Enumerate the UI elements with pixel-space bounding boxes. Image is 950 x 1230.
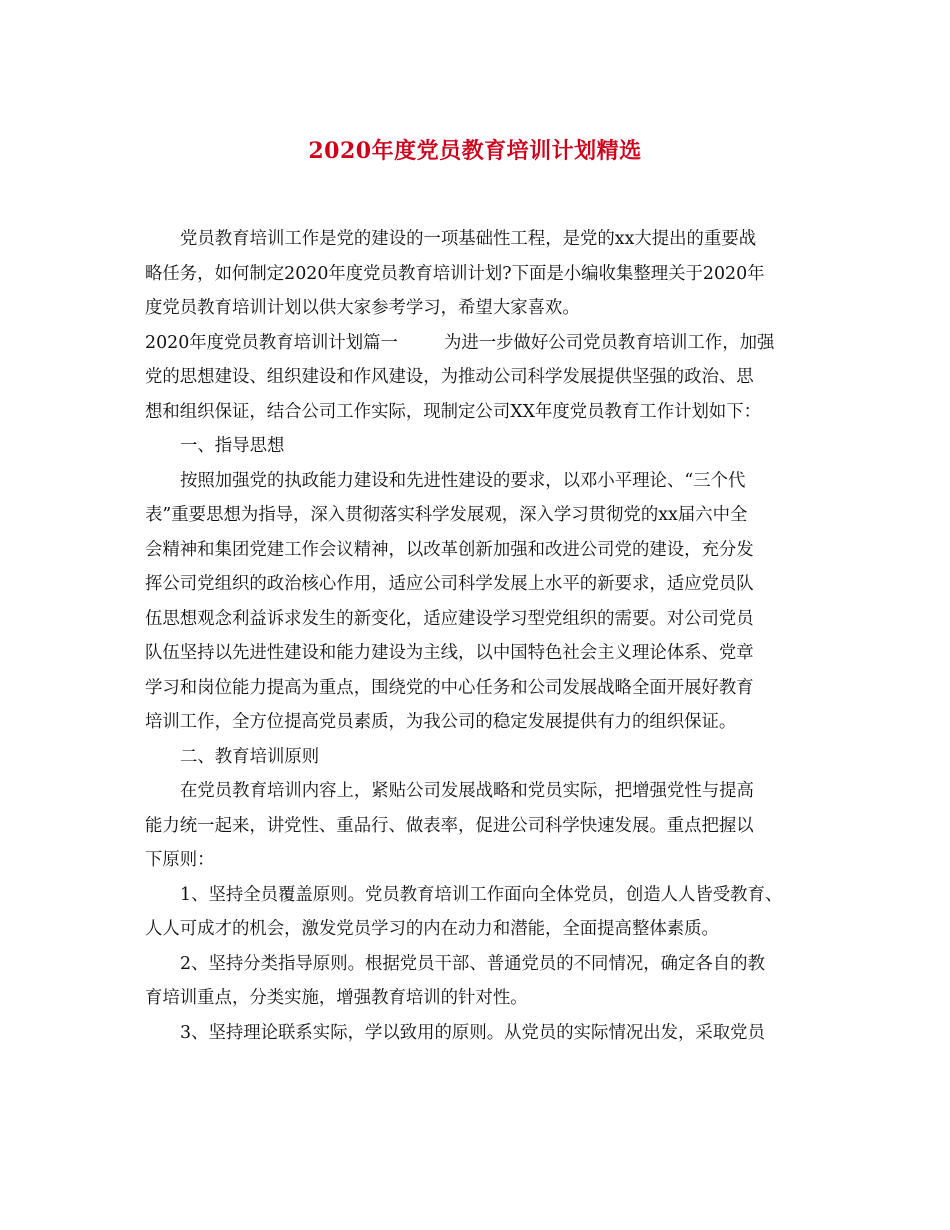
paragraph-line-with-heading xyxy=(145,326,825,361)
paragraph-line: 伍思想观念利益诉求发生的新变化，适应建设学习型党组织的需要。对公司党员 xyxy=(145,608,754,629)
paragraph-line: 培训工作，全方位提高党员素质，为我公司的稳定发展提供有力的组织保证。 xyxy=(145,712,737,732)
list-item-line: 育培训重点，分类实施，增强教育培训的针对性。 xyxy=(145,988,528,1008)
paragraph-line: 略任务，如何制定2020年度党员教育培训计划?下面是小编收集整理关于2020年 xyxy=(145,263,765,284)
paragraph-line: 想和组织保证，结合公司工作实际，现制定公司XX年度党员教育工作计划如下： xyxy=(145,401,762,422)
paragraph-line: 按照加强党的执政能力建设和先进性建设的要求，以邓小平理论、“三个代 xyxy=(180,470,746,491)
paragraph-line: 挥公司党组织的政治核心作用，适应公司科学发展上水平的新要求，适应党员队 xyxy=(145,574,754,594)
list-item-line: 人人可成才的机会，激发党员学习的内在动力和潜能，全面提高整体素质。 xyxy=(145,919,719,939)
section-heading-article-one: 2020年度党员教育培训计划篇一 xyxy=(145,332,398,353)
paragraph-line: 队伍坚持以先进性建设和能力建设为主线，以中国特色社会主义理论体系、党章 xyxy=(145,643,754,663)
paragraph-line: 能力统一起来，讲党性、重品行、做表率，促进公司科学快速发展。重点把握以 xyxy=(145,815,754,836)
paragraph-line: 下原则： xyxy=(145,850,215,870)
paragraph-line: 度党员教育培训计划以供大家参考学习，希望大家喜欢。 xyxy=(145,298,580,318)
paragraph-line: 党员教育培训工作是党的建设的一项基础性工程，是党的xx大提出的重要战 xyxy=(180,229,757,249)
document-body xyxy=(145,222,825,1050)
document-title: 2020年度党员教育培训计划精选 xyxy=(308,138,642,164)
section-heading: 一、指导思想 xyxy=(180,436,285,456)
paragraph-line: 会精神和集团党建工作会议精神，以改革创新加强和改进公司党的建设，充分发 xyxy=(145,539,754,560)
paragraph-text: 为进一步做好公司党员教育培训工作，加强 xyxy=(443,332,775,353)
paragraph-line: 党的思想建设、组织建设和作风建设，为推动公司科学发展提供坚强的政治、思 xyxy=(145,367,754,387)
list-item-line: 3、坚持理论联系实际，学以致用的原则。从党员的实际情况出发，采取党员 xyxy=(180,1022,765,1043)
list-item-line: 1、坚持全员覆盖原则。党员教育培训工作面向全体党员，创造人人皆受教育、 xyxy=(180,884,783,905)
paragraph-line: 在党员教育培训内容上，紧贴公司发展战略和党员实际，把增强党性与提高 xyxy=(180,781,754,801)
paragraph-line: 学习和岗位能力提高为重点，围绕党的中心任务和公司发展战略全面开展好教育 xyxy=(145,677,754,698)
section-heading: 二、教育培训原则 xyxy=(180,746,320,767)
list-item-line: 2、坚持分类指导原则。根据党员干部、普通党员的不同情况，确定各自的教 xyxy=(180,953,765,974)
paragraph-line: 表”重要思想为指导，深入贯彻落实科学发展观，深入学习贯彻党的xx届六中全 xyxy=(145,505,748,525)
